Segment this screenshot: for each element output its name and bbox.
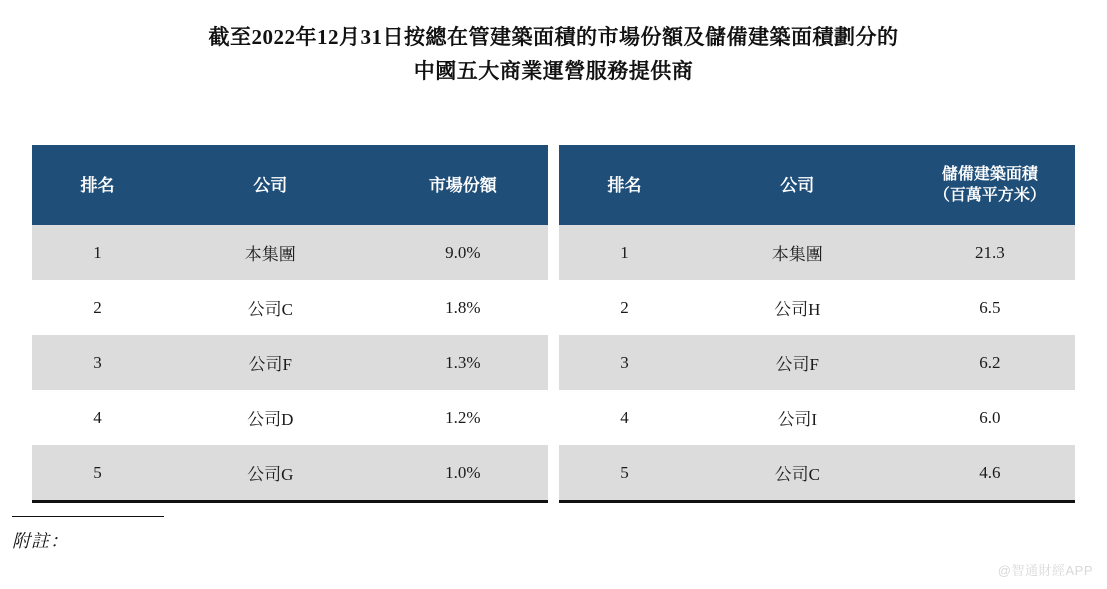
- header-rank: 排名: [559, 145, 690, 225]
- cell-value: 4.6: [905, 445, 1075, 502]
- table-row: [559, 225, 1075, 280]
- cell-company: 公司F: [690, 335, 905, 390]
- header-reserve-gfa-unit: （百萬平方米）: [933, 187, 1046, 204]
- cell-company: 公司D: [163, 390, 378, 445]
- market-share-table-body: [32, 225, 548, 502]
- table-row: [559, 390, 1075, 445]
- table-row: [559, 280, 1075, 335]
- header-rank: 排名: [32, 145, 163, 225]
- cell-rank: 4: [559, 390, 690, 445]
- cell-company: 本集團: [690, 225, 905, 280]
- cell-value: 6.2: [905, 335, 1075, 390]
- cell-rank: 2: [559, 280, 690, 335]
- cell-value: 1.0%: [378, 445, 548, 502]
- cell-rank: 3: [32, 335, 163, 390]
- reserve-gfa-table: [559, 145, 1075, 503]
- reserve-gfa-table-body: [559, 225, 1075, 502]
- watermark: @智通財經APP: [997, 563, 1093, 578]
- page-title-line-2: 中國五大商業運營服務提供商: [413, 59, 694, 83]
- cell-value: 1.2%: [378, 390, 548, 445]
- page-title-line-1: 截至2022年12月31日按總在管建築面積的市場份額及儲備建築面積劃分的: [208, 25, 899, 49]
- footnote-divider: [12, 516, 164, 517]
- footnote-section: [12, 516, 412, 553]
- cell-rank: 2: [32, 280, 163, 335]
- cell-value: 21.3: [905, 225, 1075, 280]
- cell-rank: 4: [32, 390, 163, 445]
- market-share-table-header: [32, 145, 548, 225]
- footnote-label: 附註：: [12, 531, 69, 551]
- header-company: 公司: [690, 145, 905, 225]
- cell-rank: 1: [32, 225, 163, 280]
- table-row: [32, 390, 548, 445]
- cell-value: 6.5: [905, 280, 1075, 335]
- cell-rank: 3: [559, 335, 690, 390]
- table-header-row: [32, 145, 548, 225]
- cell-company: 公司G: [163, 445, 378, 502]
- header-reserve-gfa-main: 儲備建築面積: [941, 166, 1038, 183]
- reserve-gfa-table-header: [559, 145, 1075, 225]
- table-row: [559, 445, 1075, 502]
- cell-value: 6.0: [905, 390, 1075, 445]
- cell-rank: 5: [559, 445, 690, 502]
- cell-rank: 5: [32, 445, 163, 502]
- table-header-row: [559, 145, 1075, 225]
- cell-company: 本集團: [163, 225, 378, 280]
- table-row: [559, 335, 1075, 390]
- table-row: [32, 445, 548, 502]
- market-share-table: [32, 145, 548, 503]
- table-row: [32, 225, 548, 280]
- header-company: 公司: [163, 145, 378, 225]
- cell-company: 公司C: [690, 445, 905, 502]
- cell-company: 公司F: [163, 335, 378, 390]
- cell-value: 1.3%: [378, 335, 548, 390]
- cell-value: 9.0%: [378, 225, 548, 280]
- header-reserve-gfa: [905, 145, 1075, 225]
- cell-value: 1.8%: [378, 280, 548, 335]
- cell-company: 公司I: [690, 390, 905, 445]
- page-title: [0, 20, 1107, 88]
- table-row: [32, 335, 548, 390]
- header-market-share: 市場份額: [378, 145, 548, 225]
- cell-company: 公司C: [163, 280, 378, 335]
- cell-company: 公司H: [690, 280, 905, 335]
- tables-container: [0, 145, 1107, 503]
- table-row: [32, 280, 548, 335]
- cell-rank: 1: [559, 225, 690, 280]
